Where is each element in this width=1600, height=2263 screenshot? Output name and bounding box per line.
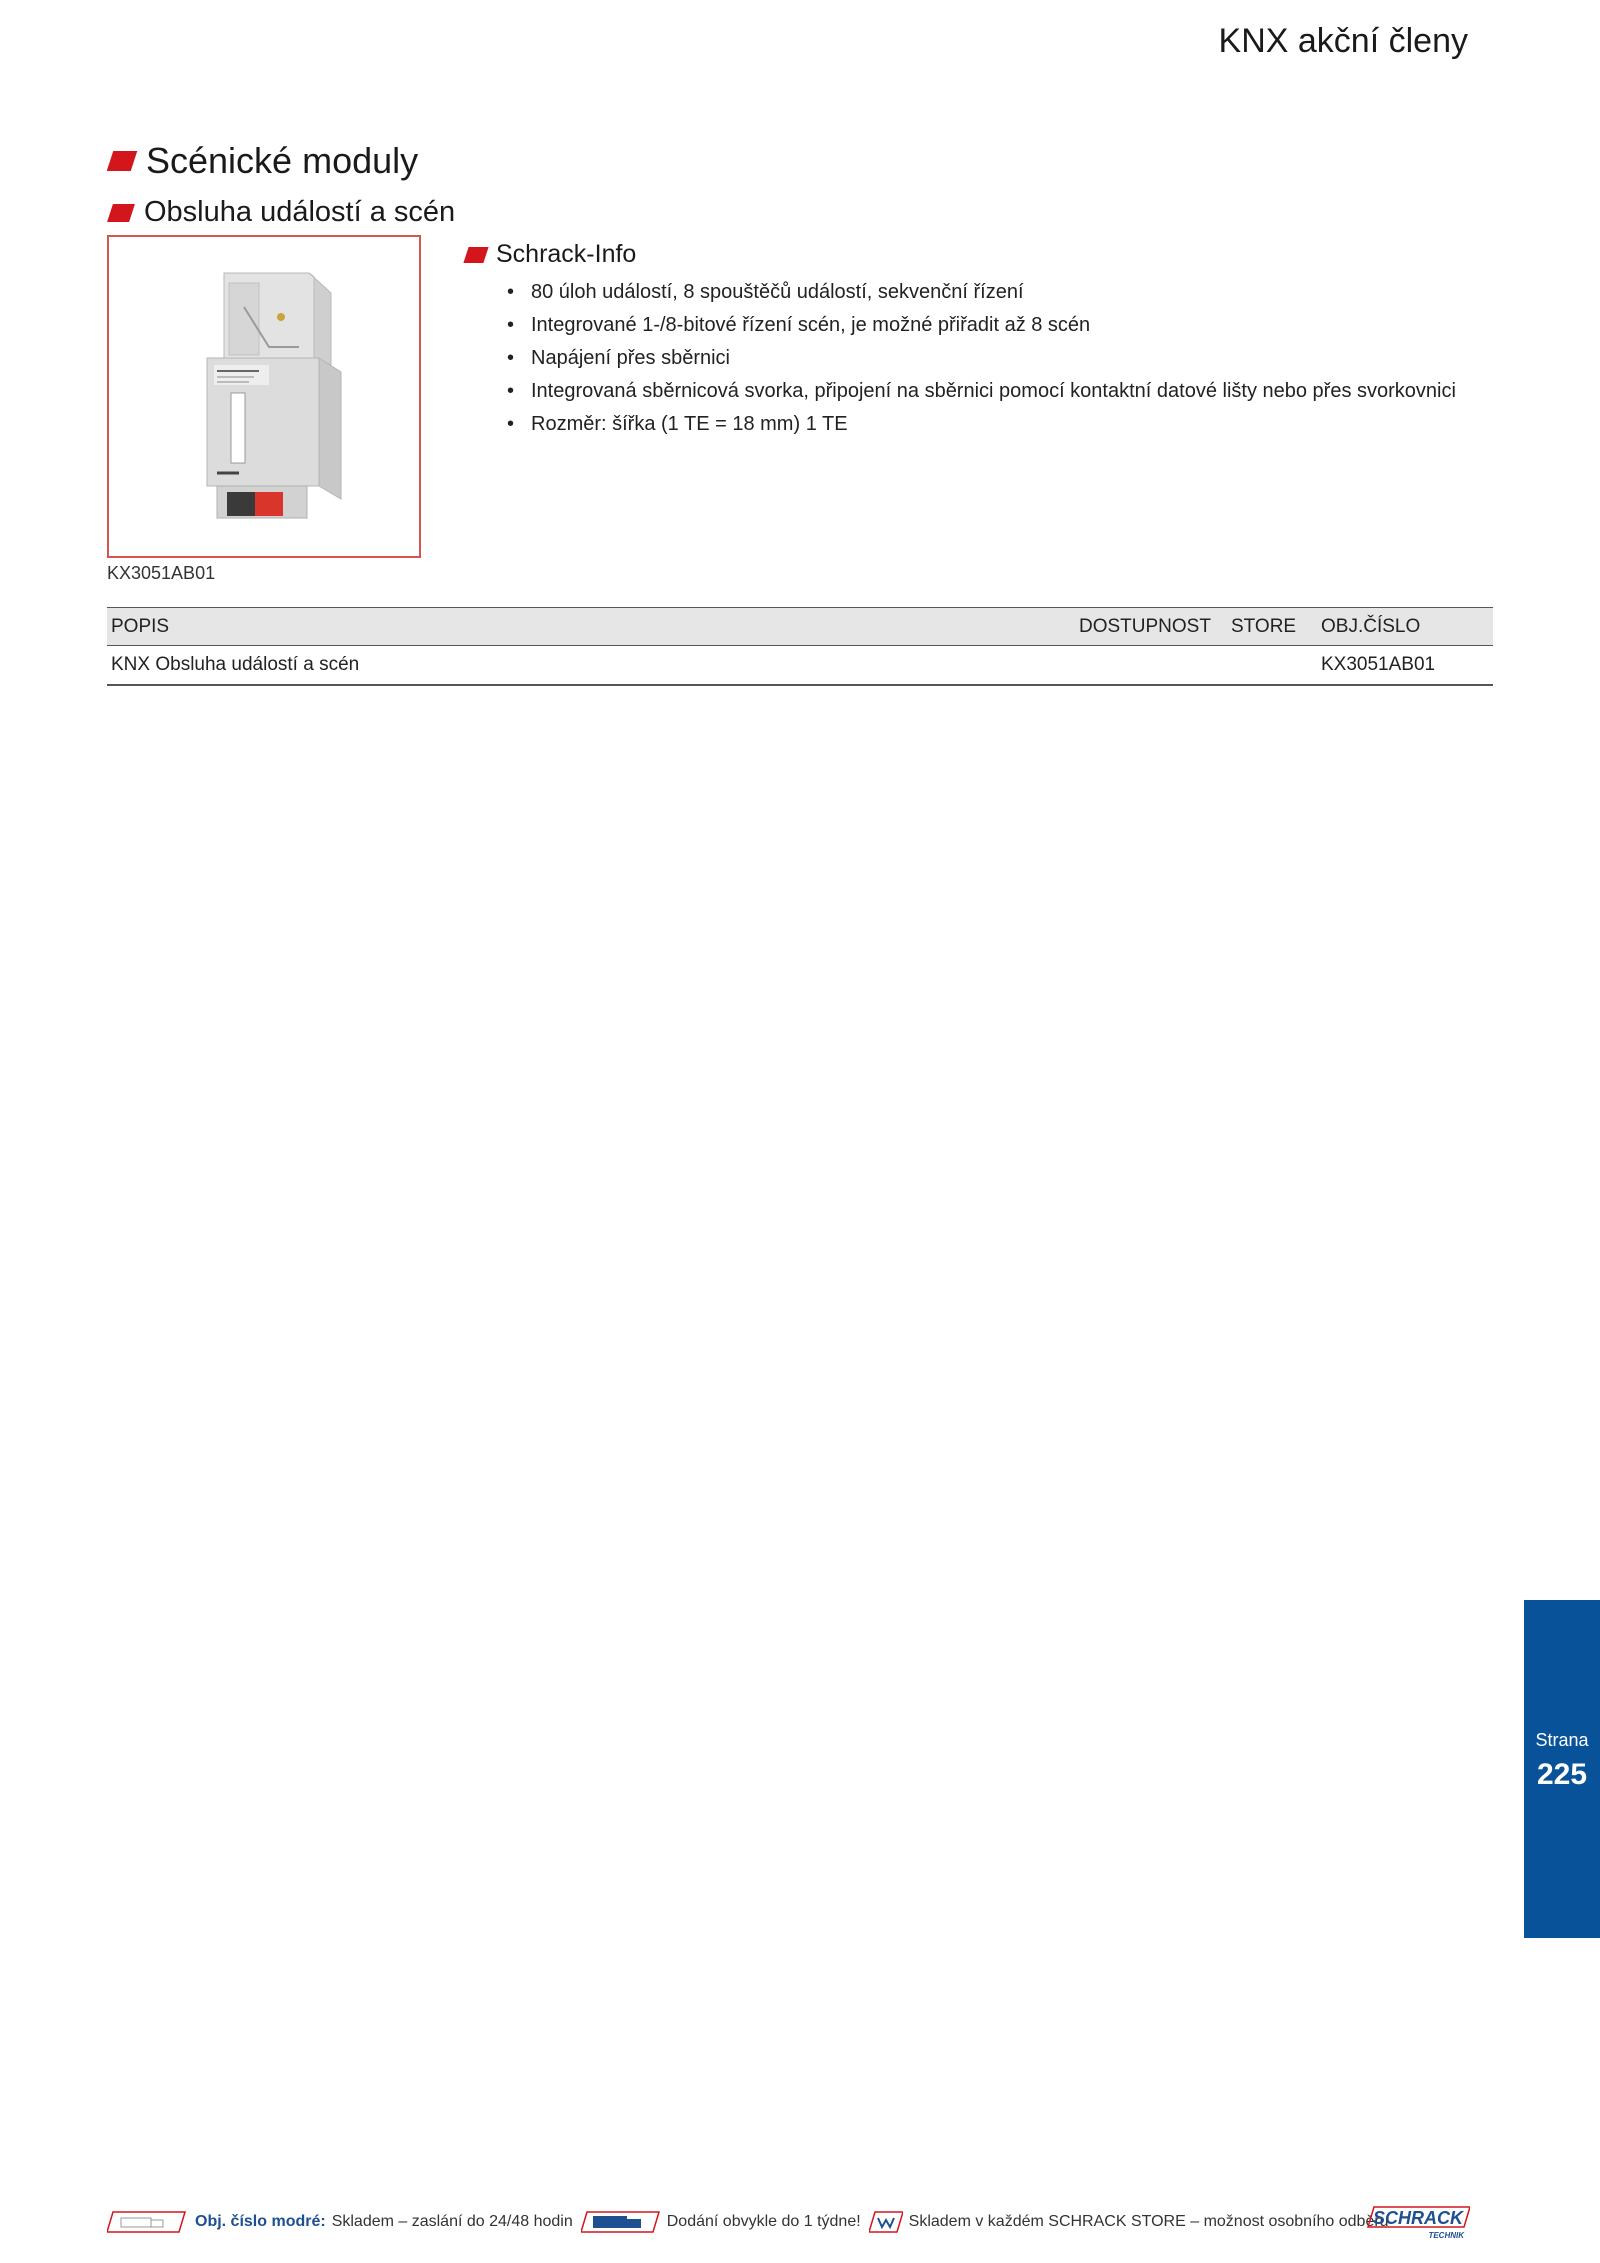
- section-title: [110, 140, 418, 182]
- list-item: • Integrované 1-/8-bitové řízení scén, je možné přiřadit až 8 scén: [507, 313, 1456, 346]
- schrack-technik-logo: [1366, 2205, 1470, 2241]
- cell-dostupnost: [1075, 646, 1227, 686]
- knx-module-illustration: [109, 237, 419, 556]
- table-header-row: [107, 608, 1493, 646]
- column-header-popis: POPIS: [107, 608, 1075, 646]
- cell-obj-cislo: KX3051AB01: [1317, 646, 1493, 686]
- footer-bold-label: Obj. číslo modré:: [195, 2213, 326, 2230]
- table-row: [107, 646, 1493, 686]
- footer-text-3: Skladem v každém SCHRACK STORE – možnost osobního odběru: [908, 2213, 1389, 2230]
- section-title-text: Scénické moduly: [146, 140, 419, 181]
- list-item: • Rozměr: šířka (1 TE = 18 mm) 1 TE: [507, 412, 1456, 445]
- info-title-text: Schrack-Info: [496, 240, 637, 268]
- store-icon: [869, 2210, 903, 2234]
- column-header-store: STORE: [1227, 608, 1317, 646]
- footer-text-2: Dodání obvykle do 1 týdne!: [666, 2213, 861, 2230]
- red-marker-icon: [463, 247, 488, 263]
- logo-text: SCHRACK: [1373, 2208, 1463, 2228]
- stock-truck-icon: [107, 2210, 187, 2234]
- page-label: Strana: [1535, 1730, 1589, 1750]
- product-code: KX3051AB01: [107, 563, 216, 583]
- list-item: • Integrovaná sběrnicová svorka, připojení na sběrnici pomocí kontaktní datové lišty nebo přes svorkovnici: [507, 379, 1456, 412]
- subsection-title-text: Obsluha událostí a scén: [144, 196, 456, 228]
- cell-popis: KNX Obsluha událostí a scén: [107, 646, 1075, 686]
- product-table: [107, 607, 1493, 686]
- list-item: • Napájení přes sběrnici: [507, 346, 1456, 379]
- product-image: [107, 235, 421, 558]
- cell-store: [1227, 646, 1317, 686]
- info-bullet-list: [507, 280, 1456, 445]
- column-header-dostupnost: DOSTUPNOST: [1075, 608, 1227, 646]
- footer-legend: [107, 2210, 1397, 2234]
- red-marker-icon: [107, 151, 137, 171]
- page-header-title: KNX akční členy: [1218, 22, 1468, 60]
- red-marker-icon: [107, 204, 135, 222]
- page-number-tab: [1524, 1600, 1600, 1938]
- page-number: 225: [1536, 1758, 1588, 1791]
- footer-text-1: Skladem – zaslání do 24/48 hodin: [331, 2213, 573, 2230]
- list-item: • 80 úloh událostí, 8 spouštěčů událostí, sekvenční řízení: [507, 280, 1456, 313]
- subsection-title: [110, 196, 455, 229]
- delivery-truck-icon: [581, 2210, 661, 2234]
- info-title: [466, 240, 636, 269]
- column-header-obj-cislo: OBJ.ČÍSLO: [1317, 608, 1493, 646]
- logo-subtext: TECHNIK: [1428, 2231, 1464, 2240]
